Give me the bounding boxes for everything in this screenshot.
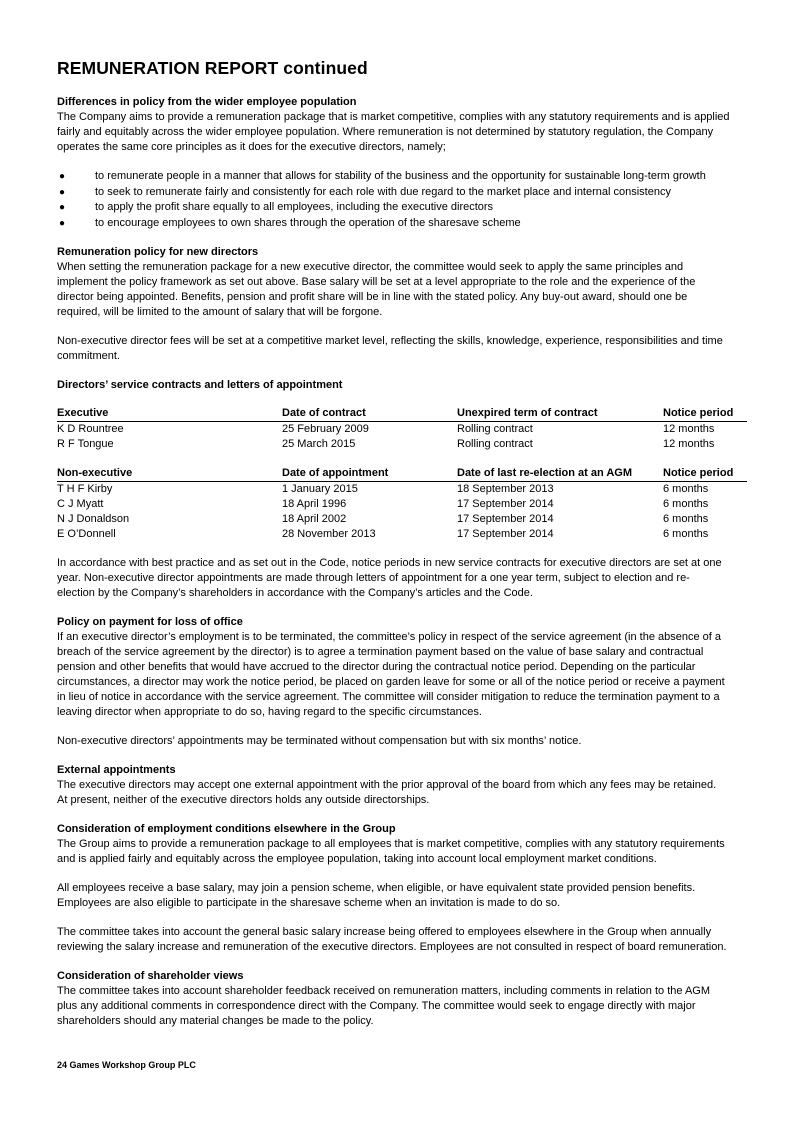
paragraph-line: operates the same core principles as it does for the executive directors, namely; <box>57 141 446 153</box>
paragraph-line: If an executive director’s employment is to be terminated, the committee’s policy in respect of the service agreement (in the absence of a <box>57 631 722 643</box>
page-footer: 24 Games Workshop Group PLC <box>57 1060 196 1070</box>
bullet-item: ● to encourage employees to own shares through the operation of the sharesave scheme <box>57 216 747 232</box>
table-cell: E O’Donnell <box>57 528 116 540</box>
paragraph-line: In accordance with best practice and as set out in the Code, notice periods in new service contracts for executive directors are set at one <box>57 557 722 569</box>
table-cell: 1 January 2015 <box>282 483 358 495</box>
table-cell: 6 months <box>663 483 709 495</box>
table-row <box>57 437 747 452</box>
table-cell: K D Rountree <box>57 423 124 435</box>
table-cell: Rolling contract <box>457 423 533 435</box>
section-external-appointments <box>57 763 747 808</box>
section-new-directors <box>57 245 747 364</box>
table-row <box>57 497 747 512</box>
section-contracts <box>57 378 747 601</box>
column-header: Unexpired term of contract <box>457 407 598 419</box>
table-header-row <box>57 406 747 422</box>
paragraph-line: circumstances, a director may work the notice period, be placed on garden leave for some or all of the notice period or receive a payment <box>57 676 725 688</box>
paragraph-line: required, will be limited to the amount of salary that will be forgone. <box>57 306 383 318</box>
table-cell: 18 April 1996 <box>282 498 347 510</box>
section-heading: Consideration of shareholder views <box>57 970 244 982</box>
table-cell: 6 months <box>663 513 709 525</box>
table-cell: 6 months <box>663 528 709 540</box>
bullet-list <box>57 169 747 231</box>
bullet-item: ● to seek to remunerate fairly and consistently for each role with due regard to the market place and internal consistency <box>57 185 747 201</box>
column-header: Executive <box>57 407 109 419</box>
column-header: Non-executive <box>57 467 133 479</box>
bullet-item: ● to apply the profit share equally to all employees, including the executive directors <box>57 200 747 216</box>
table-cell: 17 September 2014 <box>457 513 554 525</box>
paragraph-line: leaving director when appropriate to do so, having regard to the specific circumstances. <box>57 706 482 718</box>
table-cell: 12 months <box>663 423 715 435</box>
column-header: Notice period <box>663 407 734 419</box>
table-header-row <box>57 466 747 482</box>
column-header: Date of last re-election at an AGM <box>457 467 633 479</box>
paragraph-line: The Company aims to provide a remuneration package that is market competitive, complies with any statutory requirements and is applied <box>57 111 730 123</box>
table-cell: 18 April 2002 <box>282 513 347 525</box>
table-cell: T H F Kirby <box>57 483 113 495</box>
paragraph-line: Employees are also eligible to participate in the sharesave scheme when an invitation is made to do so. <box>57 897 561 909</box>
section-heading: Directors’ service contracts and letters of appointment <box>57 379 343 391</box>
section-loss-of-office <box>57 615 747 749</box>
paragraph-line: plus any additional comments in correspondence direct with the Company. The committee would seek to engage directly with major <box>57 1000 696 1012</box>
table-row <box>57 422 747 438</box>
paragraph-line: At present, neither of the executive directors holds any outside directorships. <box>57 794 430 806</box>
executive-table <box>57 406 747 452</box>
paragraph-line: year. Non-executive director appointments are made through letters of appointment for a one year term, subject to election and re- <box>57 572 690 584</box>
paragraph-line: in lieu of notice in accordance with the service agreement. The committee will consider mitigation to reduce the termination payment to a <box>57 691 720 703</box>
paragraph-line: The committee takes into account the general basic salary increase being offered to employees elsewhere in the Group when annually <box>57 926 712 938</box>
paragraph-line: implement the policy framework as set out above. Base salary will be set at a level appropriate to the role and the experience of the <box>57 276 696 288</box>
column-header: Date of appointment <box>282 467 389 479</box>
paragraph-line: The committee takes into account shareholder feedback received on remuneration matters, including comments in relation to the AGM <box>57 985 711 997</box>
table-row <box>57 482 747 498</box>
paragraph-line: breach of the service agreement by the director) is to agree a termination payment based on the value of base salary and contractual <box>57 646 704 658</box>
table-cell: N J Donaldson <box>57 513 130 525</box>
paragraph-line: The executive directors may accept one external appointment with the prior approval of the board from which any fees may be retained. <box>57 779 717 791</box>
paragraph-line: shareholders should any material changes be made to the policy. <box>57 1015 374 1027</box>
paragraph-line: director being appointed. Benefits, pension and profit share will be in line with the stated policy. Any buy-out award, should one be <box>57 291 688 303</box>
non-executive-table <box>57 466 747 542</box>
section-heading: Differences in policy from the wider employee population <box>57 96 357 108</box>
paragraph-line: When setting the remuneration package for a new executive director, the committee would seek to apply the same principles and <box>57 261 684 273</box>
section-differences <box>57 95 747 231</box>
paragraph-line: and is applied fairly and equitably across the employee population, taking into account local employment market conditions. <box>57 853 657 865</box>
table-row <box>57 512 747 527</box>
bullet-icon: ● <box>59 217 66 229</box>
paragraph-line: The Group aims to provide a remuneration package to all employees that is market competitive, complies with any statutory requirements <box>57 838 725 850</box>
bullet-item: ● to remunerate people in a manner that allows for stability of the business and the opportunity for sustainable long-term growth <box>57 169 747 185</box>
table-cell: 18 September 2013 <box>457 483 554 495</box>
column-header: Notice period <box>663 467 734 479</box>
table-cell: 28 November 2013 <box>282 528 376 540</box>
paragraph-line: Non-executive director fees will be set at a competitive market level, reflecting the skills, knowledge, experience, responsibilities and time <box>57 335 723 347</box>
table-cell: 12 months <box>663 438 715 450</box>
table-cell: 25 February 2009 <box>282 423 369 435</box>
bullet-icon: ● <box>59 202 66 213</box>
table-cell: 6 months <box>663 498 709 510</box>
paragraph-line: election by the Company’s shareholders in accordance with the Company’s articles and the Code. <box>57 587 533 599</box>
section-heading: Policy on payment for loss of office <box>57 616 243 628</box>
section-heading: Consideration of employment conditions elsewhere in the Group <box>57 823 396 835</box>
table-cell: 17 September 2014 <box>457 498 554 510</box>
table-cell: 17 September 2014 <box>457 528 554 540</box>
paragraph-line: reviewing the salary increase and remuneration of the executive directors. Employees are not consulted in respect of board remuneration. <box>57 941 727 953</box>
section-employment-conditions <box>57 822 747 955</box>
paragraph-line: pension and other benefits that would have accrued to the director during the contractual notice period. Depending on the particular <box>57 661 696 673</box>
table-cell: R F Tongue <box>57 438 114 450</box>
bullet-icon: ● <box>59 171 66 182</box>
bullet-icon: ● <box>59 186 66 198</box>
paragraph-line: Non-executive directors’ appointments may be terminated without compensation but with six months’ notice. <box>57 735 582 747</box>
paragraph-line: All employees receive a base salary, may join a pension scheme, when eligible, or have equivalent state provided pension benefits. <box>57 882 696 894</box>
paragraph-line: commitment. <box>57 350 120 362</box>
report-page <box>57 58 747 1029</box>
table-row <box>57 527 747 542</box>
table-cell: Rolling contract <box>457 438 533 450</box>
table-cell: C J Myatt <box>57 498 104 510</box>
paragraph-line: fairly and equitably across the wider employee population. Where remuneration is not determined by statutory regulation, the Company <box>57 126 714 138</box>
section-heading: Remuneration policy for new directors <box>57 246 259 258</box>
section-heading: External appointments <box>57 764 176 776</box>
section-shareholder-views <box>57 969 747 1029</box>
table-cell: 25 March 2015 <box>282 438 356 450</box>
page-title: REMUNERATION REPORT continued <box>57 58 368 78</box>
column-header: Date of contract <box>282 407 366 419</box>
